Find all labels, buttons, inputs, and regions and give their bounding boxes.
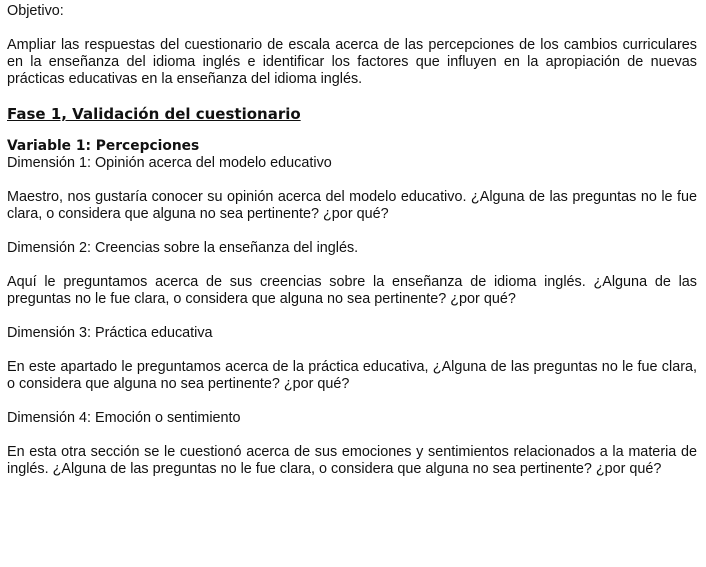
dimension-4-question: En esta otra sección se le cuestionó acerca de sus emociones y sentimientos relacionados a la materia de inglés. ¿Alguna de las preguntas no le fue clara, o considera que alguna no sea pertinente? ¿por qué? (7, 444, 697, 477)
dimension-3-question: En este apartado le preguntamos acerca de la práctica educativa, ¿Alguna de las preguntas no le fue clara, o considera que alguna no sea pertinente? ¿por qué? (7, 359, 697, 392)
dimension-2-label: Dimensión 2: Creencias sobre la enseñanza del inglés. (7, 240, 359, 256)
dimension-1-question: Maestro, nos gustaría conocer su opinión acerca del modelo educativo. ¿Alguna de las preguntas no le fue clara, o considera que alguna no sea pertinente? ¿por qué? (7, 189, 697, 222)
objetivo-paragraph: Ampliar las respuestas del cuestionario de escala acerca de las percepciones de los cambios curriculares en la enseñanza del idioma inglés e identificar los factores que influyen en la apropiación de nuevas prácticas educativas en la enseñanza del idioma inglés. (7, 37, 697, 87)
dimension-4-label: Dimensión 4: Emoción o sentimiento (7, 410, 241, 426)
objetivo-label: Objetivo: (7, 3, 64, 19)
document-page (7, 3, 697, 495)
variable-title: Variable 1: Percepciones (7, 138, 200, 154)
dimension-3-label: Dimensión 3: Práctica educativa (7, 325, 213, 341)
dimension-1-label: Dimensión 1: Opinión acerca del modelo educativo (7, 155, 332, 171)
fase-title: Fase 1, Validación del cuestionario (7, 105, 301, 123)
dimension-2-question: Aquí le preguntamos acerca de sus creencias sobre la enseñanza de idioma inglés. ¿Alguna de las preguntas no le fue clara, o considera que alguna no sea pertinente? ¿por qué? (7, 274, 697, 307)
